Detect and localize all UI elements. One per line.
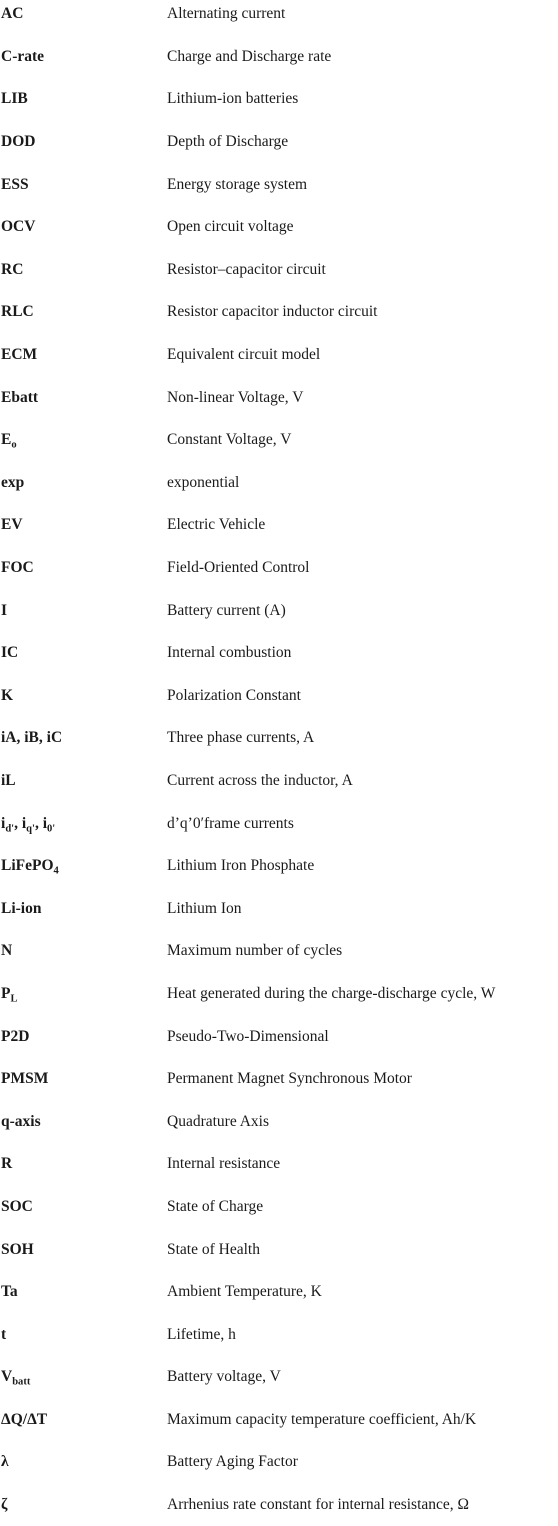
abbreviation-term xyxy=(1,644,18,662)
abbreviation-row xyxy=(0,1186,558,1229)
abbreviation-definition: Depth of Discharge xyxy=(167,133,289,151)
term-text: Li-ion xyxy=(1,899,42,917)
term-text: RLC xyxy=(1,303,34,321)
term-text: P xyxy=(1,984,11,1002)
term-text: IC xyxy=(1,644,19,662)
abbreviation-definition: Three phase currents, A xyxy=(167,729,315,747)
abbreviation-term xyxy=(1,1028,29,1046)
abbreviation-definition: Battery current (A) xyxy=(167,601,286,619)
term-text: exp xyxy=(1,473,25,491)
abbreviation-definition: Lithium-ion batteries xyxy=(167,90,299,108)
abbreviation-definition: State of Health xyxy=(167,1240,260,1258)
abbreviation-row xyxy=(0,760,558,803)
term-text: V xyxy=(1,1368,13,1386)
abbreviation-row xyxy=(0,291,558,334)
term-text: N xyxy=(1,942,13,960)
abbreviation-row xyxy=(0,121,558,164)
abbreviation-term xyxy=(1,1198,33,1216)
abbreviation-row xyxy=(0,1058,558,1101)
term-text: , i xyxy=(34,814,48,832)
abbreviation-term xyxy=(1,389,38,407)
abbreviation-definition: Pseudo-Two-Dimensional xyxy=(167,1027,329,1045)
abbreviation-definition: Constant Voltage, V xyxy=(167,431,292,449)
term-subscript: batt xyxy=(12,1376,31,1388)
term-text: K xyxy=(1,686,14,704)
abbreviation-term xyxy=(1,900,41,918)
abbreviation-definition: Polarization Constant xyxy=(167,686,301,704)
abbreviation-row xyxy=(0,632,558,675)
abbreviation-definition: Internal combustion xyxy=(167,644,292,662)
abbreviation-row xyxy=(0,249,558,292)
term-text: EV xyxy=(1,516,23,534)
abbreviation-row xyxy=(0,1313,558,1356)
abbreviation-row xyxy=(0,462,558,505)
abbreviation-definition: exponential xyxy=(167,473,240,491)
abbreviation-row xyxy=(0,36,558,79)
abbreviation-definition: Charge and Discharge rate xyxy=(167,47,332,65)
abbreviation-definition: Energy storage system xyxy=(167,175,308,193)
abbreviation-term xyxy=(1,133,35,151)
term-text: ΔQ/ΔT xyxy=(1,1410,48,1428)
term-text: DOD xyxy=(1,133,36,151)
abbreviation-definition: Maximum capacity temperature coefficient, Ah/K xyxy=(167,1410,477,1428)
abbreviation-row xyxy=(0,0,558,36)
abbreviation-definition: Quadrature Axis xyxy=(167,1112,270,1130)
abbreviation-row xyxy=(0,930,558,973)
term-text: iA, iB, iC xyxy=(1,729,63,747)
term-text: SOC xyxy=(1,1197,33,1215)
abbreviation-definition: Permanent Magnet Synchronous Motor xyxy=(167,1070,412,1088)
abbreviation-row xyxy=(0,973,558,1016)
abbreviation-row xyxy=(0,1356,558,1399)
term-text: FOC xyxy=(1,559,34,577)
abbreviation-definition: Battery Aging Factor xyxy=(167,1453,298,1471)
term-text: q-axis xyxy=(1,1112,41,1130)
abbreviation-term xyxy=(1,261,23,279)
term-subscript: L xyxy=(10,993,18,1005)
abbreviation-row xyxy=(0,1100,558,1143)
term-text: SOH xyxy=(1,1240,34,1258)
abbreviation-term xyxy=(1,729,62,747)
abbreviation-term xyxy=(1,303,34,321)
term-text: iL xyxy=(1,771,16,789)
abbreviation-row xyxy=(0,845,558,888)
abbreviation-term xyxy=(1,176,29,194)
term-text: , i xyxy=(14,814,27,832)
abbreviation-definition: Maximum number of cycles xyxy=(167,942,343,960)
term-subscript: 0' xyxy=(47,823,56,835)
abbreviation-term xyxy=(1,687,13,705)
abbreviation-row xyxy=(0,1143,558,1186)
abbreviation-definition: Equivalent circuit model xyxy=(167,346,321,364)
term-text: P2D xyxy=(1,1027,30,1045)
abbreviation-definition: Non-linear Voltage, V xyxy=(167,388,304,406)
abbreviation-term xyxy=(1,1411,47,1429)
term-text: λ xyxy=(1,1453,9,1471)
abbreviation-definition: Lithium Iron Phosphate xyxy=(167,857,315,875)
abbreviation-definition: Battery voltage, V xyxy=(167,1368,281,1386)
abbreviation-term xyxy=(1,1453,9,1471)
term-text: ζ xyxy=(1,1496,8,1514)
abbreviation-term xyxy=(1,1155,12,1173)
abbreviation-row xyxy=(0,376,558,419)
abbreviation-row xyxy=(0,887,558,930)
term-text: C-rate xyxy=(1,47,45,65)
abbreviation-row xyxy=(0,1228,558,1271)
term-text: ESS xyxy=(1,175,29,193)
term-text: Ta xyxy=(1,1283,18,1301)
abbreviation-row xyxy=(0,1399,558,1442)
abbreviation-term xyxy=(1,1283,18,1301)
abbreviation-row xyxy=(0,1484,558,1526)
abbreviation-term xyxy=(1,559,34,577)
term-text: Ebatt xyxy=(1,388,39,406)
abbreviation-definition: Current across the inductor, A xyxy=(167,771,353,789)
abbreviation-definition: State of Charge xyxy=(167,1197,264,1215)
abbreviation-term xyxy=(1,90,28,108)
term-text: PMSM xyxy=(1,1070,49,1088)
term-text: AC xyxy=(1,5,24,23)
abbreviation-definition: Open circuit voltage xyxy=(167,218,294,236)
abbreviation-term xyxy=(1,772,16,790)
abbreviation-term xyxy=(1,516,23,534)
abbreviation-row xyxy=(0,1015,558,1058)
abbreviation-row xyxy=(0,419,558,462)
abbreviation-term xyxy=(1,48,44,66)
abbreviation-row xyxy=(0,802,558,845)
abbreviation-term xyxy=(1,1070,48,1088)
abbreviation-term xyxy=(1,942,12,960)
abbreviation-row xyxy=(0,163,558,206)
abbreviation-term xyxy=(1,857,59,875)
abbreviation-row xyxy=(0,675,558,718)
abbreviation-term xyxy=(1,602,7,620)
term-text: RC xyxy=(1,260,24,278)
abbreviation-term xyxy=(1,474,24,492)
abbreviation-definition: d’q’0′frame currents xyxy=(167,814,294,832)
abbreviation-row xyxy=(0,334,558,377)
abbreviation-term xyxy=(1,1368,30,1386)
abbreviation-definition: Heat generated during the charge-discharge cycle, W xyxy=(167,984,496,1002)
term-subscript: 4 xyxy=(53,865,59,877)
abbreviation-row xyxy=(0,206,558,249)
term-text: t xyxy=(1,1325,7,1343)
term-subscript: o xyxy=(11,439,17,451)
abbreviation-row xyxy=(0,1271,558,1314)
abbreviation-definition: Ambient Temperature, K xyxy=(167,1283,322,1301)
term-text: ECM xyxy=(1,346,38,364)
term-text: LIB xyxy=(1,90,28,108)
term-text: OCV xyxy=(1,218,36,236)
abbreviation-definition: Internal resistance xyxy=(167,1155,281,1173)
abbreviation-definition: Field-Oriented Control xyxy=(167,559,310,577)
abbreviation-definition: Arrhenius rate constant for internal resistance, Ω xyxy=(167,1496,470,1514)
abbreviation-term xyxy=(1,5,23,23)
abbreviation-term xyxy=(1,1496,7,1514)
abbreviation-row xyxy=(0,504,558,547)
abbreviation-term xyxy=(1,218,35,236)
term-text: R xyxy=(1,1155,13,1173)
term-text: I xyxy=(1,601,8,619)
abbreviation-row xyxy=(0,717,558,760)
abbreviation-definition: Resistor capacitor inductor circuit xyxy=(167,303,378,321)
term-text: LiFePO xyxy=(1,857,54,875)
abbreviation-term xyxy=(1,1326,6,1344)
abbreviation-term xyxy=(1,346,37,364)
term-subscript: q' xyxy=(26,823,35,835)
abbreviation-term xyxy=(1,1241,34,1259)
abbreviation-definition: Lifetime, h xyxy=(167,1325,236,1343)
abbreviation-definition: Alternating current xyxy=(167,5,286,23)
abbreviation-definition: Resistor–capacitor circuit xyxy=(167,260,326,278)
abbreviation-term xyxy=(1,431,17,449)
abbreviation-term xyxy=(1,815,55,833)
abbreviation-row xyxy=(0,547,558,590)
term-subscript: d' xyxy=(5,823,15,835)
abbreviation-row xyxy=(0,589,558,632)
abbreviation-row xyxy=(0,78,558,121)
abbreviation-definition: Lithium Ion xyxy=(167,899,242,917)
term-text: i xyxy=(1,814,6,832)
abbreviation-term xyxy=(1,1113,41,1131)
abbreviation-row xyxy=(0,1441,558,1484)
abbreviation-definition: Electric Vehicle xyxy=(167,516,266,534)
abbreviation-term xyxy=(1,985,18,1003)
term-text: E xyxy=(1,431,12,449)
